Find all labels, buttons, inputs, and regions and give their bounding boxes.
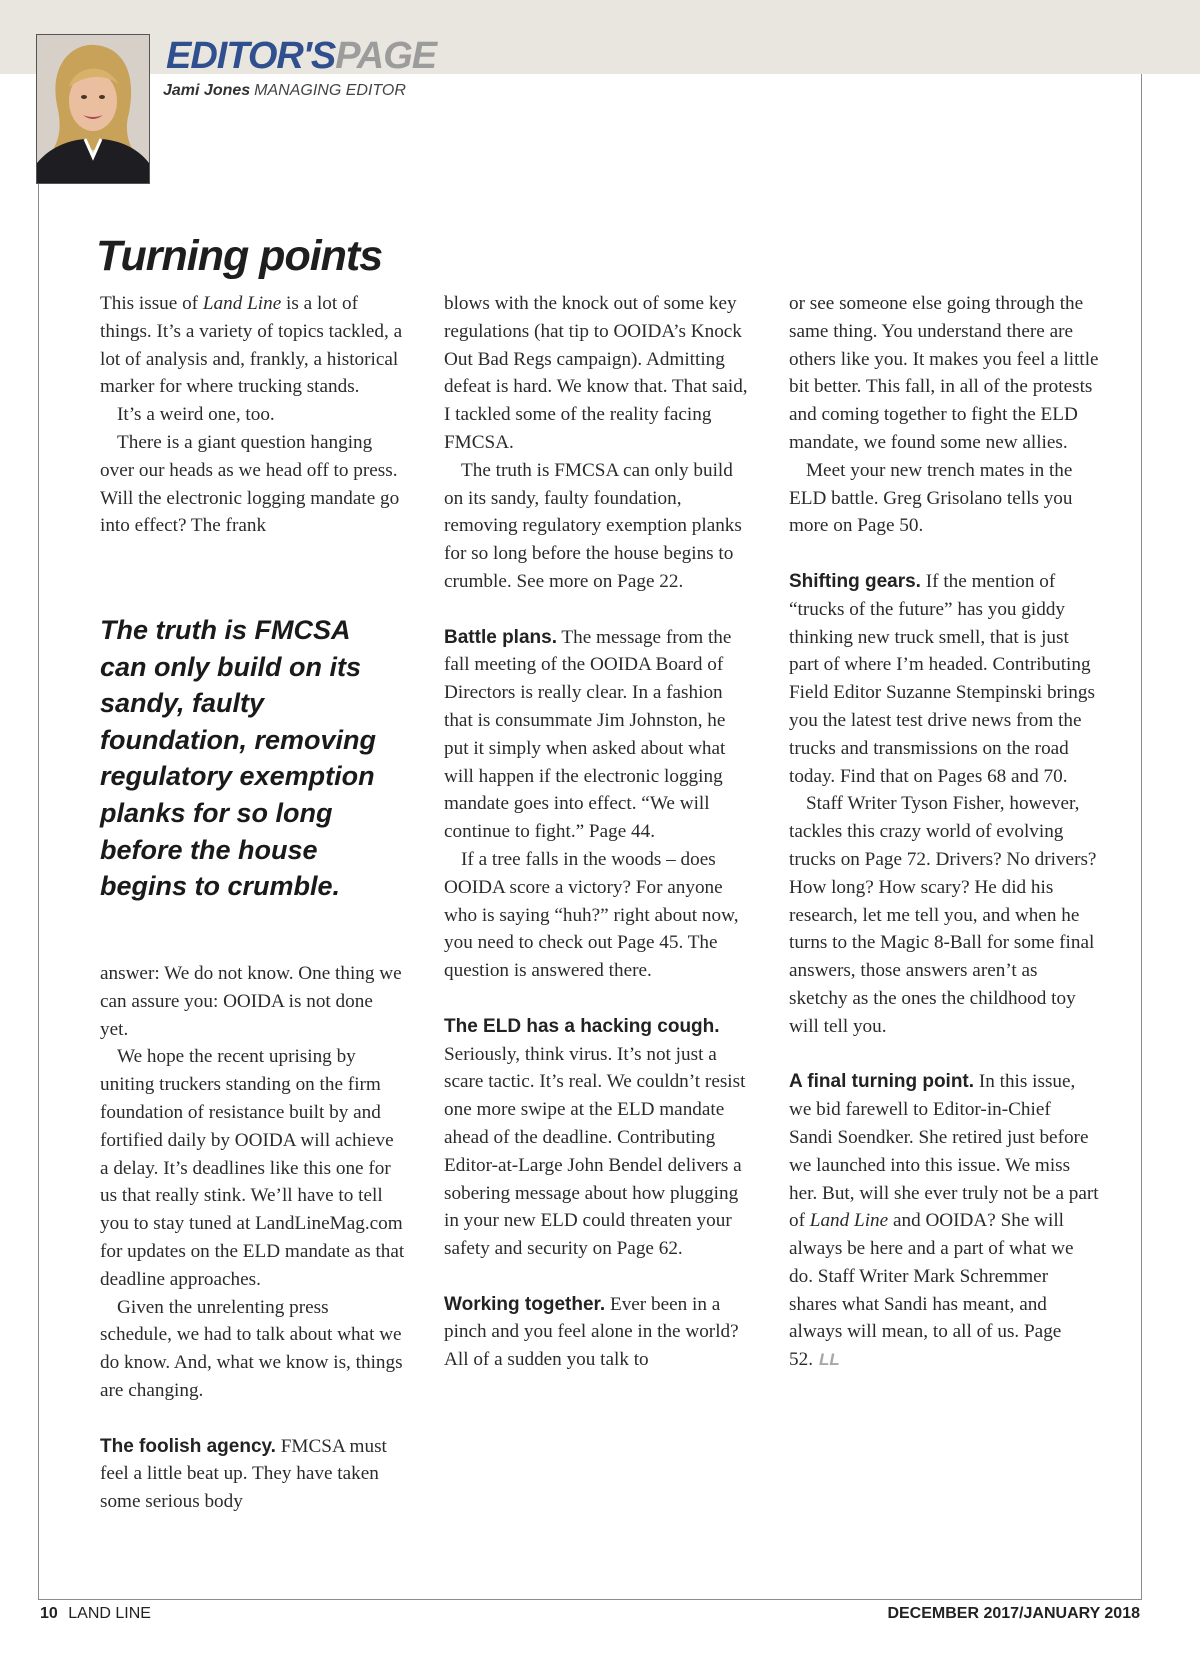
paragraph: or see someone else going through the same thing. You understand there are others like you. It makes you feel a little bit better. This fall, in all of the protests and coming together to fight the ELD mandate, we found some new allies. <box>789 293 1099 453</box>
paragraph: We hope the recent uprising by uniting truckers standing on the firm foundation of resistance built by and fortified daily by OOIDA will achieve a delay. It’s deadlines like this one for us that really stink. We’ll have to tell you to stay tuned at LandLineMag.com for updates on the ELD mandate as that deadline approaches. <box>100 1046 405 1290</box>
paragraph: blows with the knock out of some key regulations (hat tip to OOIDA’s Knock Out Bad Regs campaign). Admitting defeat is hard. We know that. That said, I tackled some of the reality facing FMCSA. <box>444 293 748 453</box>
author-name: Jami Jones <box>163 82 251 99</box>
subhead: Battle plans. <box>444 626 557 648</box>
masthead-editors: EDITOR'S <box>166 35 336 77</box>
paragraph: A final turning point. In this issue, we bid farewell to Editor-in-Chief Sandi Soendker. She retired just before we launched into this issue. We miss her. But, will she ever truly not be a part of Land Line and OOIDA? She will always be here and a part of what we do. Staff Writer Mark Schremmer shares what Sandi has meant, and always will mean, to all of us. Page 52. LL <box>789 1071 1099 1371</box>
subhead: Working together. <box>444 1293 606 1315</box>
page-number: 10 <box>40 1605 58 1622</box>
subhead: The foolish agency. <box>100 1435 276 1457</box>
paragraph: There is a giant question hanging over our heads as we head off to press. Will the electronic logging mandate go into effect? The frank <box>100 431 400 537</box>
author-photo <box>36 34 150 184</box>
paragraph: The ELD has a hacking cough. Seriously, think virus. It’s not just a scare tactic. It’s real. We couldn’t resist one more swipe at the ELD mandate ahead of the deadline. Contributing Editor-at-Large John Bendel delivers a sobering message about how plugging in your new ELD could threaten your safety and security on Page 62. <box>444 1015 746 1260</box>
byline <box>163 82 406 100</box>
publication-name: LAND LINE <box>68 1605 151 1622</box>
paragraph: The truth is FMCSA can only build on its sandy, faulty foundation, removing regulatory exemption planks for so long before the house begins to crumble. See more on Page 22. <box>444 459 742 592</box>
paragraph: Staff Writer Tyson Fisher, however, tackles this crazy world of evolving trucks on Page 72. Drivers? No drivers? How long? How scary? He did his research, let me tell you, and when he turns to the Magic 8-Ball for some final answers, those answers aren’t as sketchy as the ones the childhood toy will tell you. <box>789 793 1097 1037</box>
subhead: A final turning point. <box>789 1071 975 1093</box>
column-1-top <box>100 290 405 540</box>
footer-left <box>40 1605 151 1623</box>
masthead-page: PAGE <box>335 35 437 77</box>
pull-quote: The truth is FMCSA can only build on its sandy, faulty foundation, removing regulatory exemption planks for so long before the house begins to crumble. <box>100 615 376 902</box>
paragraph: Battle plans. The message from the fall meeting of the OOIDA Board of Directors is really clear. In a fashion that is consummate Jim Johnston, he put it simply when asked about what will happen if the electronic logging mandate goes into effect. “We will continue to fight.” Page 44. <box>444 626 732 843</box>
subhead: The ELD has a hacking cough. <box>444 1015 720 1037</box>
subhead: Shifting gears. <box>789 570 921 592</box>
column-3 <box>789 290 1099 1374</box>
paragraph: Shifting gears. If the mention of “trucks of the future” has you giddy thinking new truck smell, that is just part of where I’m headed. Contributing Field Editor Suzanne Stempinski brings you the latest test drive news from the trucks and transmissions on the road today. Find that on Pages 68 and 70. <box>789 570 1095 787</box>
paragraph: It’s a weird one, too. <box>117 404 275 426</box>
section-masthead <box>166 34 436 78</box>
column-2 <box>444 290 749 1374</box>
paragraph: If a tree falls in the woods – does OOIDA score a victory? For anyone who is saying “huh?” right about now, you need to check out Page 45. The question is answered there. <box>444 848 739 982</box>
column-1-bottom <box>100 960 405 1516</box>
author-role: MANAGING EDITOR <box>254 82 406 99</box>
paragraph: answer: We do not know. One thing we can assure you: OOIDA is not done yet. <box>100 963 402 1040</box>
end-mark: LL <box>818 1350 840 1370</box>
paragraph: Working together. Ever been in a pinch and you feel alone in the world? All of a sudden you talk to <box>444 1293 739 1371</box>
article-headline: Turning points <box>96 232 383 280</box>
issue-date: DECEMBER 2017/JANUARY 2018 <box>887 1605 1140 1622</box>
paragraph: Given the unrelenting press schedule, we had to talk about what we do know. And, what we know is, things are changing. <box>100 1296 403 1401</box>
paragraph: This issue of Land Line is a lot of things. It’s a variety of topics tackled, a lot of analysis and, frankly, a historical marker for where trucking stands. <box>100 293 403 398</box>
paragraph: Meet your new trench mates in the ELD battle. Greg Grisolano tells you more on Page 50. <box>789 459 1073 537</box>
paragraph: The foolish agency. FMCSA must feel a little beat up. They have taken some serious body <box>100 1435 387 1513</box>
